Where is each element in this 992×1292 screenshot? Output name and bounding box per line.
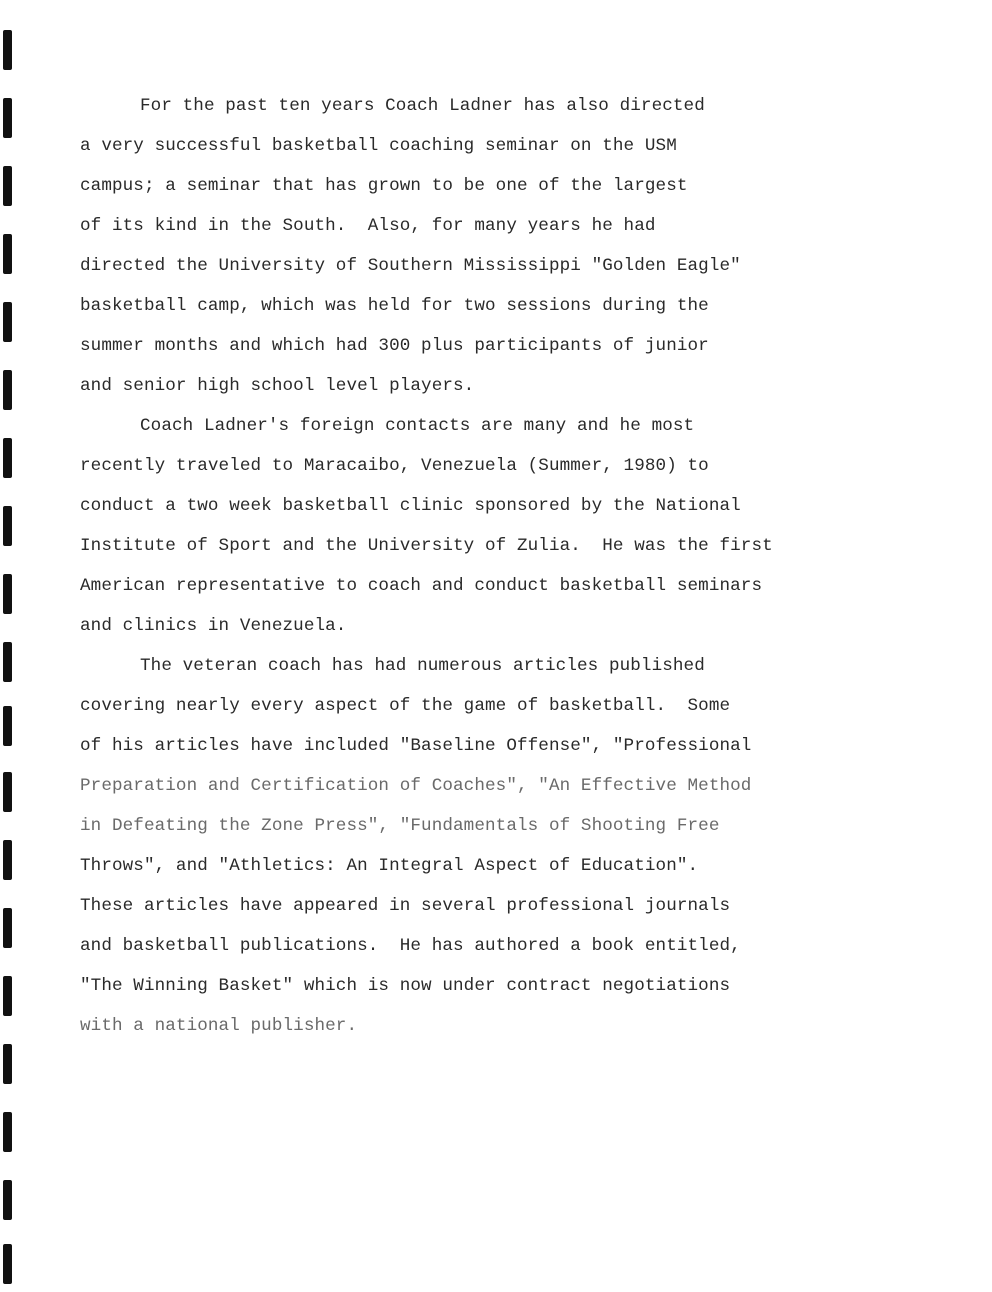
binding-mark	[3, 506, 12, 546]
text-line: and senior high school level players.	[80, 376, 475, 396]
binding-mark	[3, 1180, 12, 1220]
text-line: Coach Ladner's foreign contacts are many and he most	[140, 416, 695, 436]
text-line: Throws", and "Athletics: An Integral Aspect of Education".	[80, 856, 699, 876]
text-line: American representative to coach and conduct basketball seminars	[80, 576, 763, 596]
binding-mark	[3, 234, 12, 274]
text-line: and basketball publications. He has authored a book entitled,	[80, 936, 741, 956]
text-line: with a national publisher.	[80, 1016, 358, 1036]
text-line: "The Winning Basket" which is now under contract negotiations	[80, 976, 731, 996]
binding-mark	[3, 976, 12, 1016]
binding-mark	[3, 30, 12, 70]
text-line: conduct a two week basketball clinic sponsored by the National	[80, 496, 741, 516]
binding-mark	[3, 642, 12, 682]
binding-mark	[3, 1044, 12, 1084]
text-line: of his articles have included "Baseline Offense", "Professional	[80, 736, 752, 756]
binding-mark	[3, 166, 12, 206]
text-line: in Defeating the Zone Press", "Fundamentals of Shooting Free	[80, 816, 720, 836]
binding-mark	[3, 98, 12, 138]
binding-mark	[3, 706, 12, 746]
text-line: directed the University of Southern Mississippi "Golden Eagle"	[80, 256, 741, 276]
binding-mark	[3, 574, 12, 614]
text-line: recently traveled to Maracaibo, Venezuela (Summer, 1980) to	[80, 456, 709, 476]
text-line: a very successful basketball coaching seminar on the USM	[80, 136, 677, 156]
text-line: Institute of Sport and the University of Zulia. He was the first	[80, 536, 773, 556]
binding-holes	[0, 0, 20, 1292]
binding-mark	[3, 1112, 12, 1152]
binding-mark	[3, 302, 12, 342]
text-line: Preparation and Certification of Coaches", "An Effective Method	[80, 776, 752, 796]
binding-mark	[3, 772, 12, 812]
text-line: These articles have appeared in several professional journals	[80, 896, 731, 916]
text-line: summer months and which had 300 plus participants of junior	[80, 336, 709, 356]
text-line: of its kind in the South. Also, for many years he had	[80, 216, 656, 236]
binding-mark	[3, 908, 12, 948]
binding-mark	[3, 370, 12, 410]
binding-mark	[3, 1244, 12, 1284]
text-line: The veteran coach has had numerous articles published	[140, 656, 705, 676]
text-line: basketball camp, which was held for two sessions during the	[80, 296, 709, 316]
text-line: campus; a seminar that has grown to be one of the largest	[80, 176, 688, 196]
text-line: covering nearly every aspect of the game of basketball. Some	[80, 696, 731, 716]
binding-mark	[3, 438, 12, 478]
text-line: and clinics in Venezuela.	[80, 616, 347, 636]
binding-mark	[3, 840, 12, 880]
text-line: For the past ten years Coach Ladner has also directed	[140, 96, 705, 116]
body-text	[80, 86, 940, 1046]
